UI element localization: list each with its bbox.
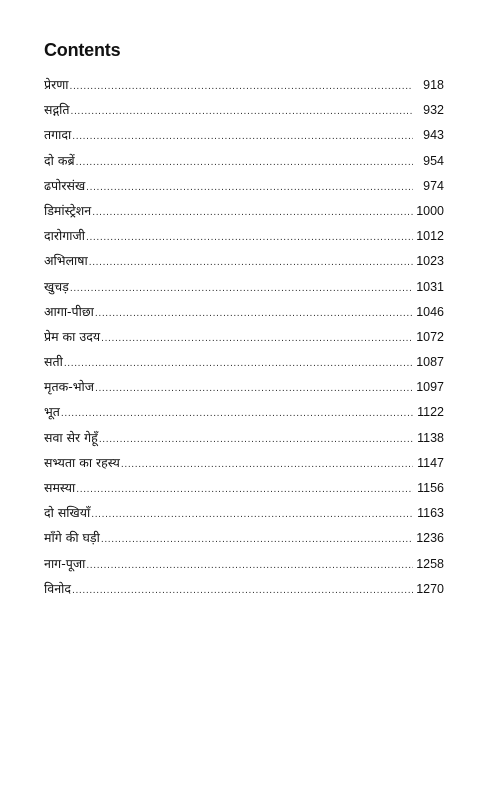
toc-entry[interactable] bbox=[44, 252, 444, 277]
toc-entry-page-number: 1270 bbox=[416, 581, 444, 596]
dot-leader bbox=[64, 355, 413, 373]
dot-leader bbox=[70, 280, 413, 298]
toc-entry[interactable] bbox=[44, 328, 444, 353]
toc-entry-title: मृतक-भोज bbox=[44, 379, 95, 395]
toc-entry-page-number: 1097 bbox=[416, 380, 444, 395]
dot-leader bbox=[92, 204, 413, 222]
toc-entry[interactable] bbox=[44, 101, 444, 126]
toc-entry[interactable] bbox=[44, 479, 444, 504]
dot-leader bbox=[101, 531, 413, 549]
toc-entry[interactable] bbox=[44, 529, 444, 554]
dot-leader bbox=[76, 154, 413, 172]
toc-entry-page-number: 1031 bbox=[416, 279, 444, 294]
toc-entry-page-number: 1023 bbox=[416, 254, 444, 269]
dot-leader bbox=[89, 254, 413, 272]
toc-entry[interactable] bbox=[44, 202, 444, 227]
dot-leader bbox=[86, 229, 413, 247]
toc-entry-title: सद्गति bbox=[44, 102, 70, 118]
toc-entry-page-number: 1000 bbox=[416, 203, 444, 218]
toc-entry-title: भूत bbox=[44, 404, 60, 420]
dot-leader bbox=[76, 481, 413, 499]
toc-entry-title: माँगे की घड़ी bbox=[44, 530, 100, 546]
toc-entry-page-number: 1236 bbox=[416, 531, 444, 546]
toc-entry-title: प्रेरणा bbox=[44, 77, 69, 92]
toc-entry[interactable] bbox=[44, 303, 444, 328]
toc-entry-title: सभ्यता का रहस्य bbox=[44, 454, 120, 470]
toc-entry-title: दो सखियाँ bbox=[44, 505, 91, 521]
toc-entry[interactable] bbox=[44, 429, 444, 454]
toc-entry-page-number: 1087 bbox=[416, 355, 444, 370]
toc-entry-title: डिमांस्ट्रेशन bbox=[44, 202, 92, 218]
toc-entry-page-number: 943 bbox=[423, 128, 444, 143]
toc-entry-page-number: 1163 bbox=[417, 506, 444, 521]
toc-entry[interactable] bbox=[44, 152, 444, 177]
toc-entry-title: समस्या bbox=[44, 480, 76, 495]
toc-entry-title: प्रेम का उदय bbox=[44, 328, 101, 344]
dot-leader bbox=[95, 305, 413, 323]
dot-leader bbox=[121, 456, 413, 474]
toc-entry-page-number: 1147 bbox=[417, 455, 444, 470]
toc-entry[interactable] bbox=[44, 177, 444, 202]
toc-entry-page-number: 954 bbox=[423, 153, 444, 168]
toc-entry-title: अभिलाषा bbox=[44, 253, 88, 269]
toc-entry-page-number: 974 bbox=[423, 178, 444, 193]
toc-entry[interactable] bbox=[44, 126, 444, 151]
dot-leader bbox=[99, 431, 413, 449]
toc-entry-page-number: 918 bbox=[423, 78, 444, 92]
toc-entry-title: ढपोरसंख bbox=[44, 177, 86, 193]
toc-entry-title: आगा-पीछा bbox=[44, 303, 94, 319]
toc-entry[interactable] bbox=[44, 454, 444, 479]
toc-entry[interactable] bbox=[44, 504, 444, 529]
toc-entry[interactable] bbox=[44, 353, 444, 378]
toc-entry-title: दो कब्रें bbox=[44, 152, 75, 168]
toc-entry-title: सवा सेर गेहूँ bbox=[44, 429, 98, 445]
toc-entry[interactable] bbox=[44, 378, 444, 403]
dot-leader bbox=[91, 506, 413, 524]
dot-leader bbox=[70, 103, 413, 121]
toc-entry-page-number: 932 bbox=[423, 103, 444, 118]
toc-entry-page-number: 1138 bbox=[417, 430, 444, 445]
page-title: Contents bbox=[44, 40, 121, 60]
toc-entry-title: विनोद bbox=[44, 580, 72, 596]
dot-leader bbox=[86, 179, 413, 197]
toc-entry[interactable] bbox=[44, 278, 444, 303]
toc-entry-title: दारोगाजी bbox=[44, 228, 86, 244]
toc-entry[interactable] bbox=[44, 555, 444, 580]
toc-entry-page-number: 1012 bbox=[416, 229, 444, 244]
dot-leader bbox=[72, 128, 413, 146]
toc-entry-page-number: 1046 bbox=[416, 304, 444, 319]
toc-entry[interactable] bbox=[44, 76, 444, 101]
toc-entry-page-number: 1258 bbox=[416, 556, 444, 571]
toc-entry-title: सती bbox=[44, 354, 63, 370]
toc-entry[interactable] bbox=[44, 403, 444, 428]
toc-entry-title: खुचड़ bbox=[44, 278, 69, 294]
toc-entry-page-number: 1122 bbox=[417, 405, 444, 420]
dot-leader bbox=[70, 78, 413, 96]
dot-leader bbox=[61, 405, 413, 423]
dot-leader bbox=[101, 330, 413, 348]
dot-leader bbox=[95, 380, 413, 398]
toc-entry-title: नाग-पूजा bbox=[44, 555, 86, 571]
toc-entry-title: तगादा bbox=[44, 127, 72, 143]
toc-entry[interactable] bbox=[44, 227, 444, 252]
table-of-contents bbox=[44, 76, 444, 605]
toc-entry-page-number: 1156 bbox=[417, 481, 444, 495]
toc-entry[interactable] bbox=[44, 580, 444, 605]
dot-leader bbox=[86, 557, 413, 575]
dot-leader bbox=[72, 582, 413, 600]
toc-entry-page-number: 1072 bbox=[416, 329, 444, 344]
